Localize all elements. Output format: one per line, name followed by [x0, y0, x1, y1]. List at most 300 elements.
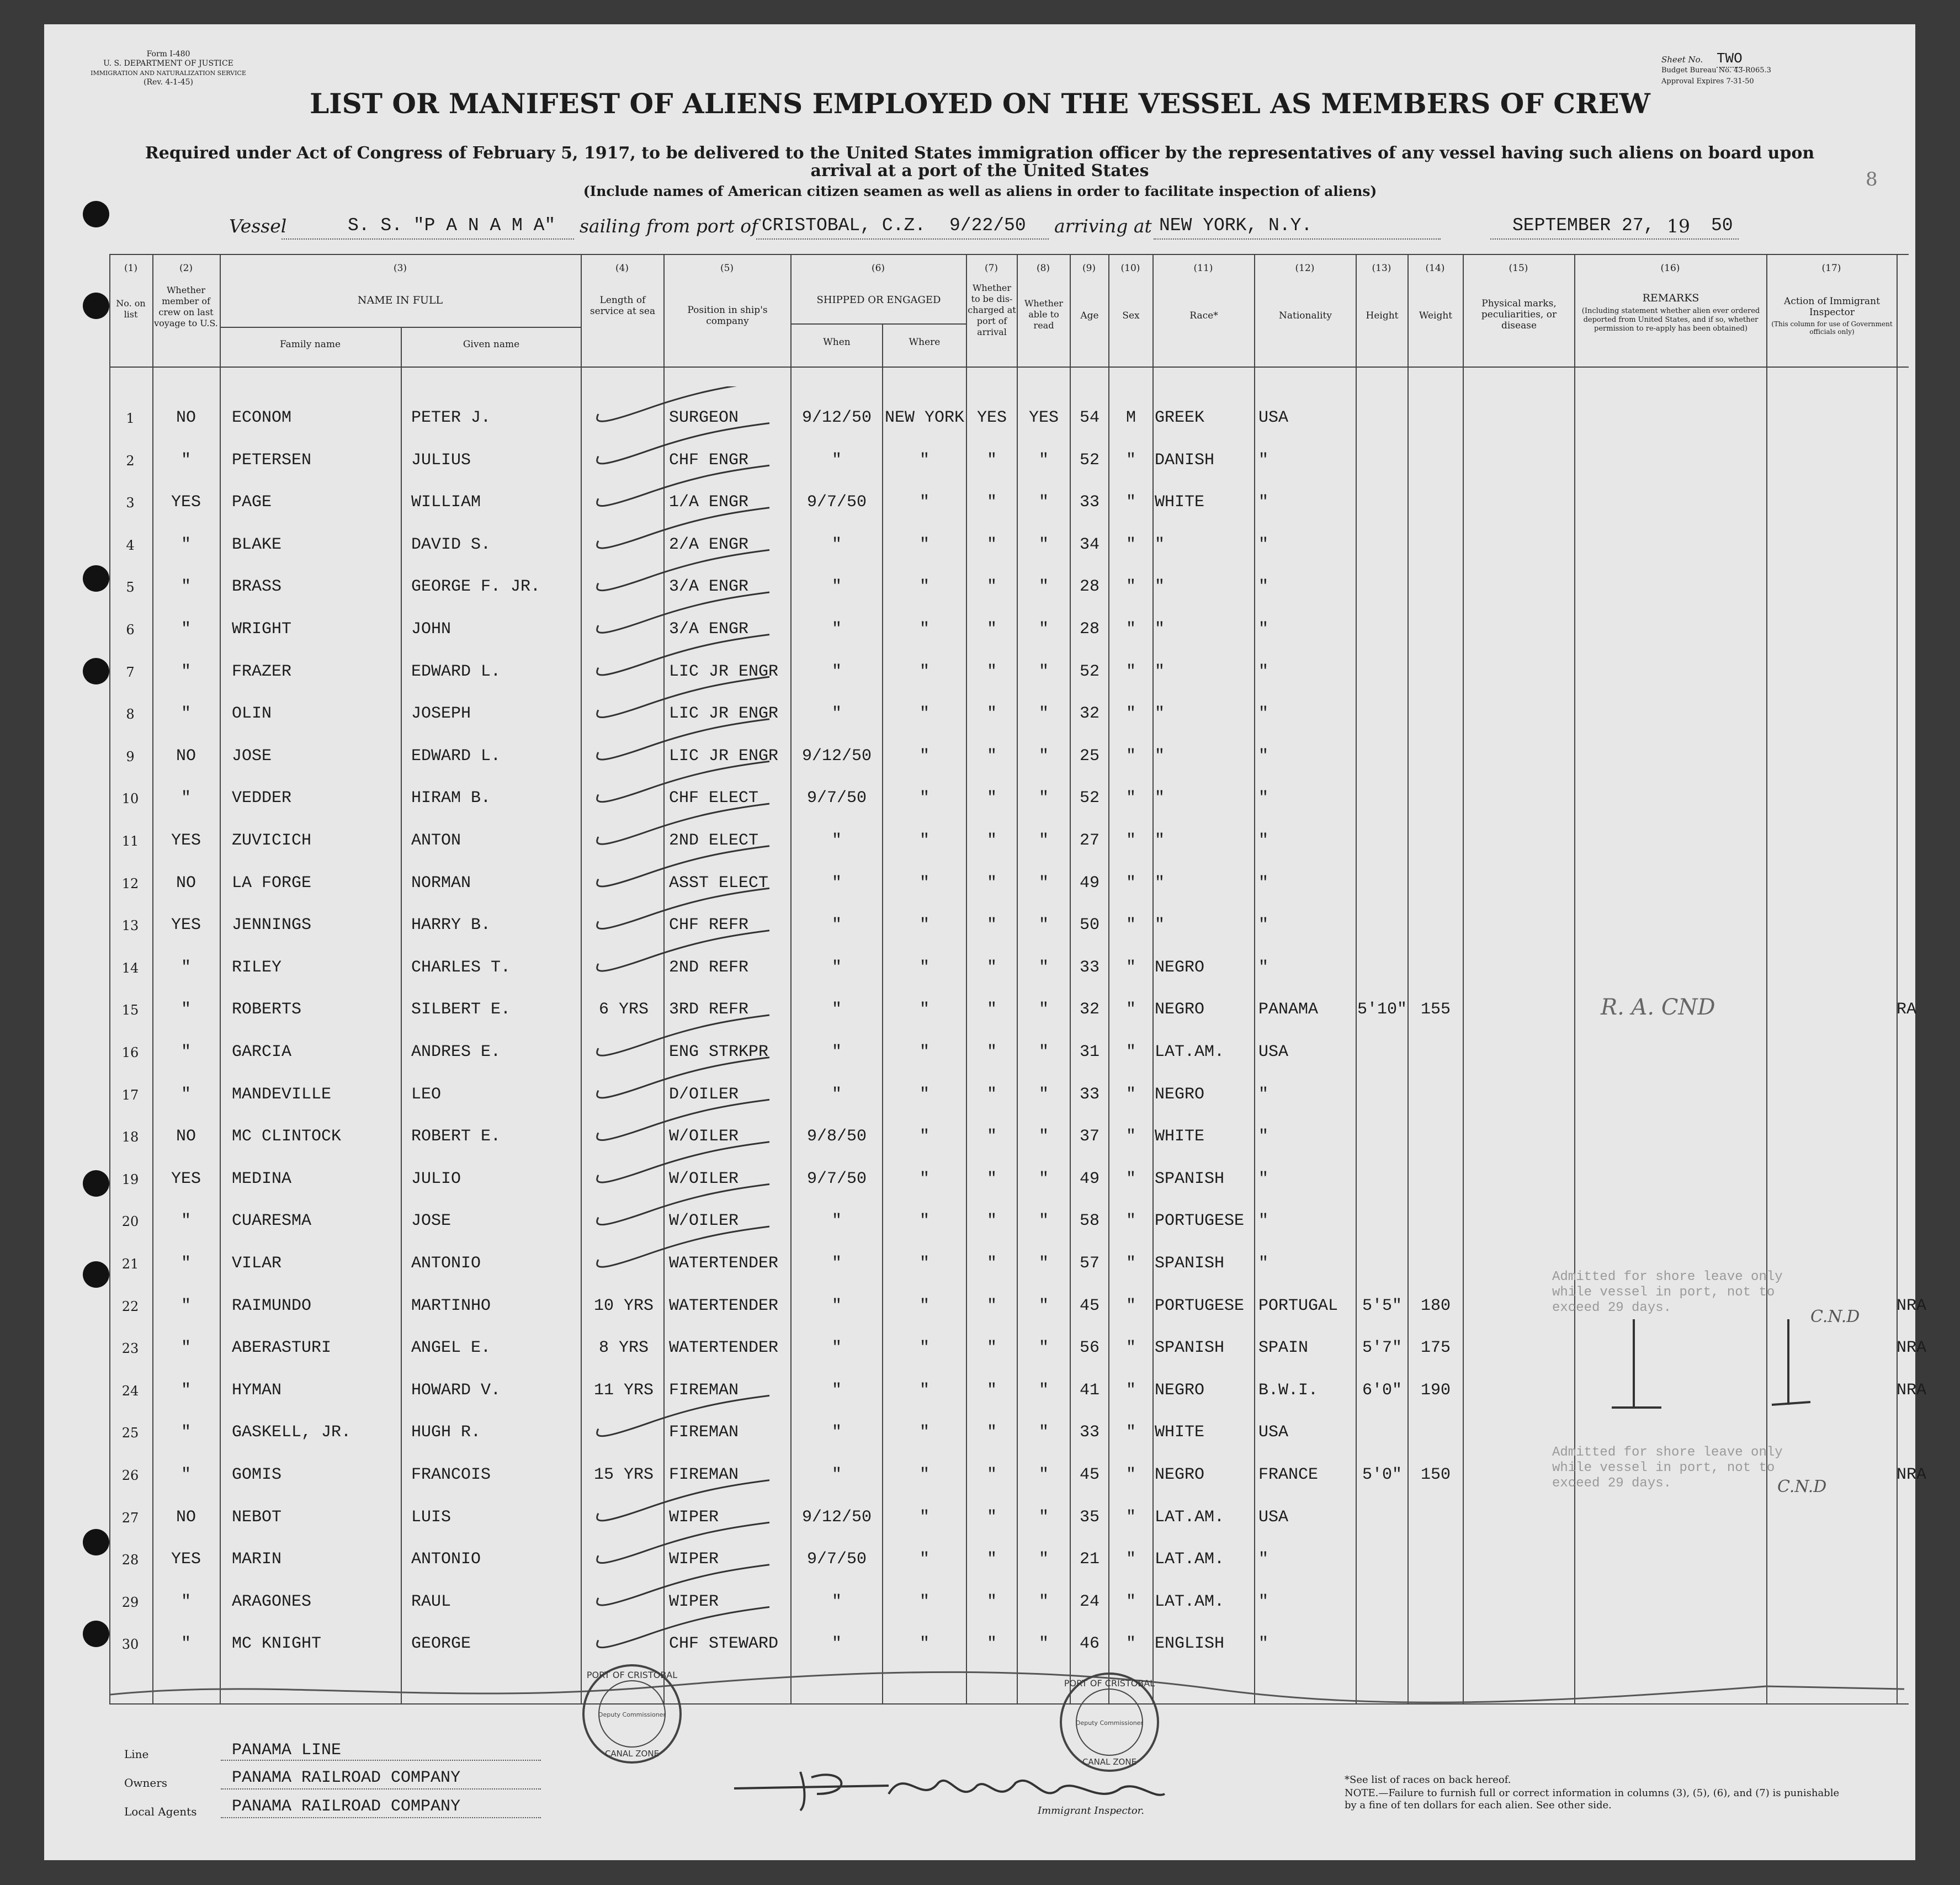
cell-nat: PORTUGAL: [1258, 1296, 1338, 1315]
cell-disch: ": [986, 620, 997, 639]
check-mark: [597, 1226, 769, 1267]
cell-age: 24: [1079, 1592, 1099, 1611]
column-number: (2): [179, 263, 193, 274]
cell-nat: ": [1258, 662, 1269, 681]
cell-position: FIREMAN: [669, 1423, 739, 1442]
cell-when: 9/7/50: [806, 1169, 867, 1188]
header-race: Race*: [1189, 310, 1218, 321]
cell-family: ARAGONES: [232, 1592, 312, 1611]
cell-disch: ": [986, 831, 997, 850]
cell-position: 3RD REFR: [669, 1000, 749, 1020]
cell-where: ": [919, 535, 929, 554]
cell-given: JOSE: [411, 1212, 452, 1231]
cell-when: 9/7/50: [806, 1550, 867, 1569]
cell-race: NEGRO: [1155, 1465, 1205, 1484]
cell-where: ": [919, 1339, 929, 1358]
punch-hole: [83, 293, 109, 319]
cell-given: ROBERT E.: [411, 1127, 501, 1146]
cell-age: 37: [1079, 1127, 1099, 1146]
cell-nat: B.W.I.: [1258, 1380, 1319, 1400]
cell-age: 32: [1079, 704, 1099, 724]
cell-position: FIREMAN: [669, 1465, 739, 1484]
cell-read: ": [1038, 1339, 1049, 1358]
check-mark: [597, 804, 769, 844]
column-rule: [1463, 254, 1464, 1703]
cell-when: 9/12/50: [801, 408, 872, 427]
cell-position: 1/A ENGR: [669, 493, 749, 512]
budget-bureau: Budget Bureau No. 43-R065.3: [1661, 66, 1771, 75]
cell-sex: ": [1125, 1550, 1136, 1569]
check-mark: [597, 1607, 769, 1647]
cell-when: ": [831, 1296, 842, 1315]
cell-when: 9/12/50: [801, 746, 872, 766]
cell-when: ": [831, 662, 842, 681]
seal-bottom: CANAL ZONE: [1082, 1757, 1137, 1767]
header-name-in-full: NAME IN FULL: [357, 294, 443, 306]
owners-label: Owners: [124, 1776, 168, 1790]
cell-where: ": [919, 704, 929, 724]
column-number: (10): [1120, 263, 1140, 274]
cell-when: ": [831, 704, 842, 724]
cell-member: ": [180, 1423, 191, 1442]
cell-given: JOHN: [411, 620, 452, 639]
cell-member: ": [180, 535, 191, 554]
cell-no: 2: [126, 453, 135, 469]
cell-disch: ": [986, 704, 997, 724]
cell-given: HIRAM B.: [411, 789, 491, 808]
cell-age: 58: [1079, 1212, 1099, 1231]
cell-where: ": [919, 1212, 929, 1231]
cell-action: NRA: [1897, 1465, 1927, 1484]
punch-hole: [83, 1621, 109, 1647]
cell-race: SPANISH: [1155, 1339, 1225, 1358]
cell-age: 33: [1079, 958, 1099, 977]
cell-disch: ": [986, 535, 997, 554]
cell-when: ": [831, 1000, 842, 1020]
column-number: (6): [871, 263, 885, 274]
check-mark: [597, 846, 769, 886]
cell-read: ": [1038, 746, 1049, 766]
cell-where: ": [919, 450, 929, 470]
cell-read: ": [1038, 1507, 1049, 1527]
cell-nat: ": [1258, 1127, 1269, 1146]
cell-disch: ": [986, 1000, 997, 1020]
cell-race: NEGRO: [1155, 1085, 1205, 1104]
cell-family: JENNINGS: [232, 916, 312, 935]
cell-age: 46: [1079, 1634, 1099, 1654]
cell-nat: ": [1258, 577, 1269, 597]
cell-disch: ": [986, 1169, 997, 1188]
cell-nat: USA: [1258, 1043, 1289, 1061]
cell-height: 5'7": [1362, 1339, 1402, 1358]
cell-age: 45: [1079, 1465, 1099, 1484]
check-mark: [597, 550, 769, 590]
cell-height: 5'5": [1362, 1296, 1402, 1315]
cell-sex: ": [1125, 1085, 1136, 1104]
column-rule: [1152, 254, 1154, 1703]
line-value: PANAMA LINE: [232, 1741, 342, 1760]
cell-disch: ": [986, 1423, 997, 1442]
cell-position: D/OILER: [669, 1085, 739, 1104]
header-action: Action of Immigrant Inspector: [1784, 296, 1880, 318]
cell-position: FIREMAN: [669, 1380, 739, 1400]
cell-position: CHF REFR: [669, 916, 749, 935]
cell-member: YES: [171, 1169, 201, 1188]
header-discharged: Whether to be dis-charged at port of arrival: [968, 283, 1016, 337]
cell-given: WILLIAM: [411, 493, 481, 512]
cell-age: 33: [1079, 1423, 1099, 1442]
cell-race: ": [1155, 916, 1165, 935]
cell-height: 5'0": [1362, 1465, 1402, 1484]
cell-read: ": [1038, 704, 1049, 724]
cell-family: CUARESMA: [232, 1212, 312, 1231]
cell-nat: USA: [1258, 408, 1289, 427]
cell-sex: ": [1125, 1465, 1136, 1484]
cell-sex: ": [1125, 789, 1136, 808]
sheet-info: [1661, 50, 1849, 87]
cell-position: W/OILER: [669, 1169, 739, 1188]
check-mark: [597, 931, 769, 971]
cell-sex: ": [1125, 577, 1136, 597]
check-mark: [597, 1015, 769, 1055]
shore-leave-stamp: Admitted for shore leave only while vessel in port, not to exceed 29 days.: [1552, 1270, 1783, 1315]
cell-when: ": [831, 620, 842, 639]
cell-when: ": [831, 450, 842, 470]
cell-when: 9/12/50: [801, 1507, 872, 1527]
cell-when: 9/8/50: [806, 1127, 867, 1146]
header-remarks: REMARKS: [1642, 292, 1699, 304]
cell-position: WIPER: [669, 1507, 719, 1527]
cell-read: ": [1038, 535, 1049, 554]
cell-nat: ": [1258, 620, 1269, 639]
cell-member: ": [180, 1000, 191, 1020]
check-mark: [597, 423, 769, 464]
cell-given: LUIS: [411, 1507, 452, 1527]
check-mark: [597, 386, 769, 421]
cell-member: ": [180, 1339, 191, 1358]
cell-position: LIC JR ENGR: [669, 704, 779, 724]
cell-where: ": [919, 1000, 929, 1020]
subtitle: Required under Act of Congress of February 5, 1917, to be delivered to the United States immigration officer by the representatives of any vessel having such aliens on board upon arrival at a port of the United States: [145, 144, 1815, 180]
header-shipped: SHIPPED OR ENGAGED: [816, 294, 941, 306]
cell-where: ": [919, 873, 929, 893]
cell-disch: ": [986, 1550, 997, 1569]
owners-value: PANAMA RAILROAD COMPANY: [232, 1769, 461, 1787]
check-mark: [597, 592, 769, 633]
cristobal-seal: [580, 1661, 684, 1766]
cell-where: ": [919, 916, 929, 935]
cell-read: ": [1038, 1212, 1049, 1231]
cell-member: NO: [176, 746, 196, 766]
cell-when: ": [831, 916, 842, 935]
check-mark: [597, 677, 769, 717]
cell-disch: ": [986, 789, 997, 808]
cell-member: ": [180, 1296, 191, 1315]
check-mark: [597, 508, 769, 548]
cell-disch: ": [986, 577, 997, 597]
header-age: Age: [1080, 310, 1099, 321]
column-number: (12): [1295, 263, 1315, 274]
year-prefix: 19: [1667, 215, 1690, 237]
cell-position: CHF ELECT: [669, 789, 759, 808]
cell-sex: ": [1125, 958, 1136, 977]
cell-position: WATERTENDER: [669, 1339, 779, 1358]
cell-age: 52: [1079, 662, 1099, 681]
cell-disch: ": [986, 746, 997, 766]
punch-hole: [83, 1261, 109, 1288]
page-title: LIST OR MANIFEST OF ALIENS EMPLOYED ON THE VESSEL AS MEMBERS OF CREW: [310, 87, 1650, 120]
cell-when: ": [831, 831, 842, 850]
cell-member: ": [180, 1254, 191, 1273]
column-rule: [1356, 254, 1357, 1703]
cell-no: 13: [121, 918, 139, 934]
cell-given: ANTONIO: [411, 1550, 481, 1569]
cell-position: WATERTENDER: [669, 1254, 779, 1273]
cell-member: ": [180, 704, 191, 724]
cell-where: ": [919, 577, 929, 597]
cell-family: GOMIS: [232, 1465, 282, 1484]
cell-no: 25: [121, 1425, 139, 1441]
cell-nat: SPAIN: [1258, 1339, 1309, 1358]
cell-nat: ": [1258, 493, 1269, 512]
cell-read: ": [1038, 831, 1049, 850]
cell-read: ": [1038, 958, 1049, 977]
arrival-date: SEPTEMBER 27,: [1512, 215, 1655, 236]
cell-read: ": [1038, 662, 1049, 681]
header-physical: Physical marks, peculiarities, or disease: [1481, 298, 1557, 331]
header-whether-member: Whether member of crew on last voyage to U.S.: [154, 285, 218, 328]
cell-where: ": [919, 1127, 929, 1146]
cell-family: WRIGHT: [232, 620, 292, 639]
check-mark: [597, 888, 769, 928]
column-number: (14): [1425, 263, 1445, 274]
cell-family: PETERSEN: [232, 450, 312, 470]
cell-age: 52: [1079, 789, 1099, 808]
cell-sex: ": [1125, 1507, 1136, 1527]
cell-no: 18: [121, 1129, 139, 1145]
cell-given: MARTINHO: [411, 1296, 491, 1315]
cell-position: CHF ENGR: [669, 450, 749, 470]
page-mark: 8: [1866, 168, 1878, 190]
cell-age: 28: [1079, 577, 1099, 597]
cell-race: ": [1155, 873, 1165, 893]
cell-nat: ": [1258, 704, 1269, 724]
cell-nat: ": [1258, 1254, 1269, 1273]
cell-position: WATERTENDER: [669, 1296, 779, 1315]
cell-read: ": [1038, 620, 1049, 639]
cell-no: 4: [126, 537, 135, 553]
cell-read: ": [1038, 1169, 1049, 1188]
shore-leave-stamp: Admitted for shore leave only while vessel in port, not to exceed 29 days.: [1552, 1445, 1783, 1491]
cell-race: WHITE: [1155, 1423, 1205, 1442]
cell-where: ": [919, 1296, 929, 1315]
cell-member: ": [180, 789, 191, 808]
cell-given: HARRY B.: [411, 916, 491, 935]
column-rule: [109, 254, 110, 1703]
cell-where: ": [919, 1465, 929, 1484]
sailing-port: CRISTOBAL, C.Z.: [762, 215, 926, 236]
cell-race: ": [1155, 620, 1165, 639]
inspector-label: Immigrant Inspector.: [1038, 1805, 1145, 1817]
cell-no: 1: [126, 411, 135, 426]
cell-no: 24: [121, 1383, 139, 1399]
cell-when: ": [831, 1634, 842, 1654]
cell-weight: 180: [1420, 1296, 1451, 1315]
cell-nat: ": [1258, 873, 1269, 893]
cell-read: ": [1038, 1423, 1049, 1442]
cell-nat: USA: [1258, 1507, 1289, 1527]
cell-where: ": [919, 662, 929, 681]
cell-sex: ": [1125, 493, 1136, 512]
cnd-mark: C.N.D: [1777, 1477, 1827, 1496]
cell-family: FRAZER: [232, 662, 292, 681]
cell-action: NRA: [1897, 1380, 1927, 1400]
arriving-port: NEW YORK, N.Y.: [1159, 215, 1313, 236]
column-number: (8): [1036, 263, 1050, 274]
cell-family: MANDEVILLE: [232, 1085, 332, 1104]
cell-when: ": [831, 1380, 842, 1400]
cell-given: HOWARD V.: [411, 1380, 501, 1400]
cell-family: JOSE: [232, 746, 272, 766]
cell-where: ": [919, 1507, 929, 1527]
cell-member: ": [180, 577, 191, 597]
cell-age: 49: [1079, 1169, 1099, 1188]
cell-disch: ": [986, 1592, 997, 1611]
column-number: (7): [984, 263, 998, 274]
cell-no: 22: [121, 1298, 139, 1314]
cell-given: LEO: [411, 1085, 442, 1104]
cell-no: 15: [121, 1002, 139, 1018]
cell-sex: ": [1125, 1296, 1136, 1315]
cell-where: ": [919, 1085, 929, 1104]
header-position: Position in ship's company: [687, 305, 768, 327]
cell-disch: YES: [976, 408, 1007, 427]
cell-race: LAT.AM.: [1155, 1507, 1225, 1527]
cell-weight: 190: [1420, 1380, 1451, 1400]
cell-weight: 155: [1420, 1000, 1451, 1020]
cell-family: LA FORGE: [232, 873, 312, 893]
check-mark: [597, 1395, 769, 1436]
column-rule: [1017, 254, 1018, 1703]
agents-value: PANAMA RAILROAD COMPANY: [232, 1797, 461, 1816]
cell-member: NO: [176, 408, 196, 427]
column-rule: [966, 254, 967, 1703]
cell-disch: ": [986, 1380, 997, 1400]
cell-sex: ": [1125, 746, 1136, 766]
cell-member: ": [180, 1634, 191, 1654]
header-weight: Weight: [1419, 310, 1453, 321]
cell-member: ": [180, 1380, 191, 1400]
cell-no: 14: [121, 960, 139, 976]
cell-member: ": [180, 1085, 191, 1104]
cell-given: HUGH R.: [411, 1423, 481, 1442]
cell-disch: ": [986, 1507, 997, 1527]
cell-position: ENG STRKPR: [669, 1043, 769, 1061]
cell-nat: PANAMA: [1258, 1000, 1319, 1020]
cell-where: ": [919, 958, 929, 977]
cell-service: 11 YRS: [593, 1380, 654, 1400]
form-rev: (Rev. 4-1-45): [144, 78, 193, 87]
cell-race: SPANISH: [1155, 1169, 1225, 1188]
cell-member: NO: [176, 1127, 196, 1146]
cell-age: 50: [1079, 916, 1099, 935]
cell-family: MARIN: [232, 1550, 282, 1569]
cell-position: SURGEON: [669, 408, 739, 427]
sheet-label: Sheet No.: [1661, 55, 1703, 65]
cell-read: ": [1038, 493, 1049, 512]
cell-given: JULIO: [411, 1169, 461, 1188]
column-number: (11): [1193, 263, 1213, 274]
cell-position: 3/A ENGR: [669, 577, 749, 597]
cell-race: LAT.AM.: [1155, 1592, 1225, 1611]
cell-race: ENGLISH: [1155, 1634, 1225, 1654]
cnd-mark: C.N.D: [1810, 1307, 1860, 1326]
cell-sex: ": [1125, 620, 1136, 639]
cell-family: VILAR: [232, 1254, 282, 1273]
cell-nat: ": [1258, 789, 1269, 808]
cell-sex: ": [1125, 662, 1136, 681]
cell-when: ": [831, 1423, 842, 1442]
initials-mark: [1601, 1314, 1821, 1413]
column-number: (13): [1372, 263, 1391, 274]
cell-weight: 150: [1420, 1465, 1451, 1484]
cell-service: 6 YRS: [598, 1000, 649, 1020]
cell-family: HYMAN: [232, 1380, 282, 1400]
cell-race: SPANISH: [1155, 1254, 1225, 1273]
cell-age: 35: [1079, 1507, 1099, 1527]
check-mark: [597, 1058, 769, 1098]
cell-family: RILEY: [232, 958, 282, 977]
header-nationality: Nationality: [1279, 310, 1332, 321]
cell-nat: ": [1258, 1550, 1269, 1569]
cell-age: 45: [1079, 1296, 1099, 1315]
form-dept: U. S. DEPARTMENT OF JUSTICE: [103, 59, 233, 68]
cell-age: 54: [1079, 408, 1099, 427]
header-when: When: [823, 337, 851, 348]
column-number: (16): [1660, 263, 1680, 274]
cell-read: ": [1038, 1254, 1049, 1273]
cell-age: 57: [1079, 1254, 1099, 1273]
column-rule: [1070, 254, 1071, 1703]
cell-age: 52: [1079, 450, 1099, 470]
cell-family: ROBERTS: [232, 1000, 302, 1020]
check-mark: [597, 1522, 769, 1563]
cell-disch: ": [986, 1634, 997, 1654]
cell-sex: ": [1125, 916, 1136, 935]
cell-sex: ": [1125, 1380, 1136, 1400]
cell-where: ": [919, 1169, 929, 1188]
vessel-label: Vessel: [229, 215, 287, 237]
cell-read: ": [1038, 1550, 1049, 1569]
cell-where: ": [919, 620, 929, 639]
cell-service: 8 YRS: [598, 1339, 649, 1358]
cell-service: 15 YRS: [593, 1465, 654, 1484]
cell-sex: ": [1125, 450, 1136, 470]
column-number: (1): [124, 263, 138, 274]
cell-sex: ": [1125, 1169, 1136, 1188]
cell-given: SILBERT E.: [411, 1000, 511, 1020]
check-marks: [582, 386, 792, 1689]
cell-disch: ": [986, 1339, 997, 1358]
cell-no: 17: [121, 1087, 139, 1103]
cell-sex: ": [1125, 1423, 1136, 1442]
cell-age: 27: [1079, 831, 1099, 850]
cell-no: 12: [121, 875, 139, 891]
cell-member: ": [180, 1465, 191, 1484]
cell-when: ": [831, 958, 842, 977]
cell-disch: ": [986, 873, 997, 893]
cell-when: ": [831, 577, 842, 597]
